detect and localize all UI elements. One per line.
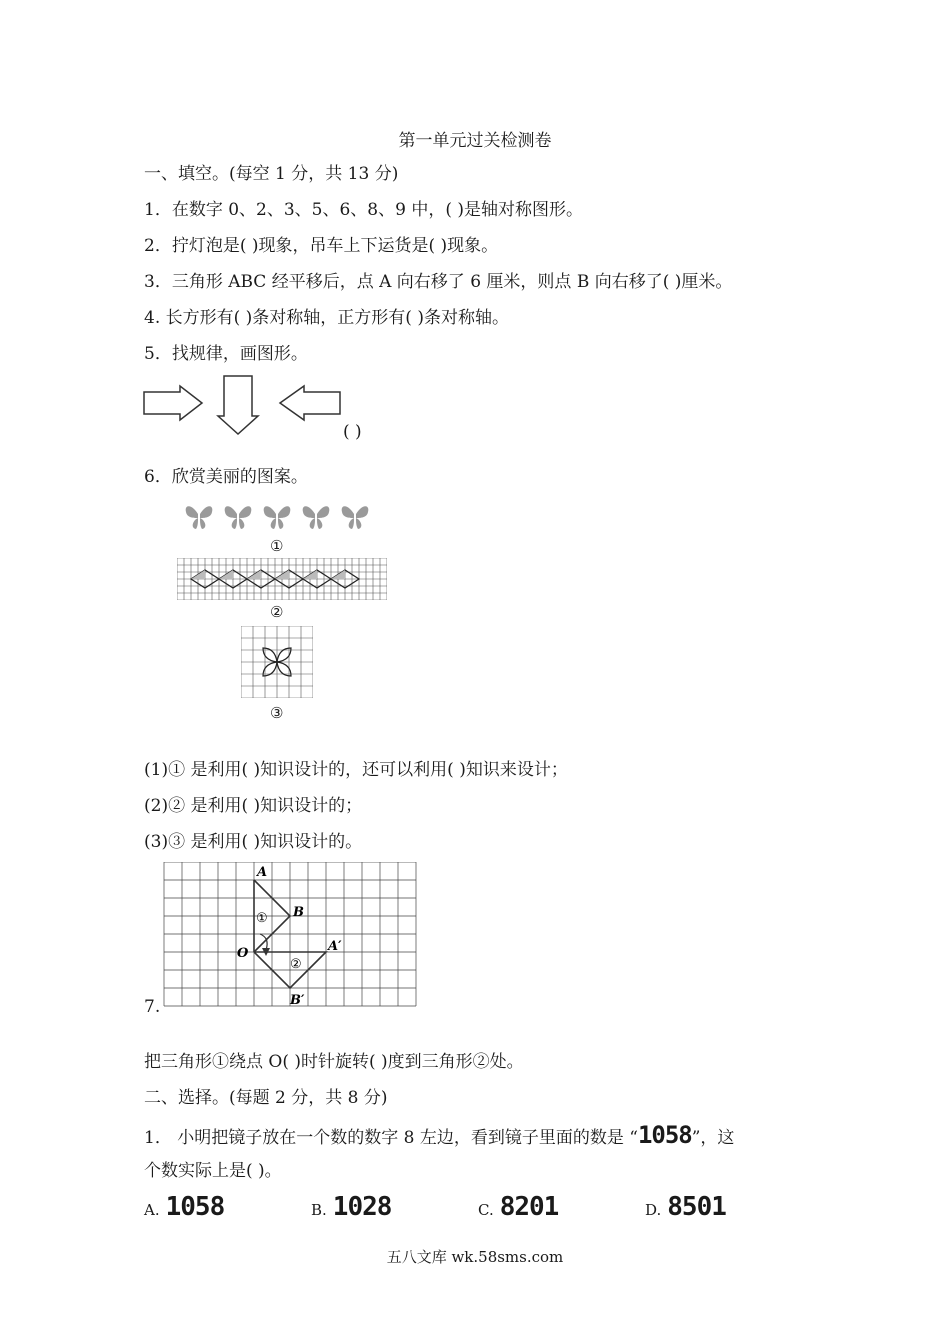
butterfly-icon [225, 506, 252, 529]
figure-label-1: ① [270, 537, 284, 555]
butterfly-icon [186, 506, 213, 529]
butterfly-row-figure [180, 500, 380, 536]
option-b[interactable] [311, 1192, 391, 1222]
point-label-o: O [237, 946, 249, 961]
question-6-sub2: (2)② 是利用( )知识设计的； [144, 796, 363, 816]
option-a-label: A. [144, 1201, 160, 1219]
question-4: 4. 长方形有( )条对称轴，正方形有( )条对称轴。 [144, 308, 509, 328]
butterfly-icon [303, 506, 330, 529]
question-6-sub1: (1)① 是利用( )知识设计的，还可以利用( )知识来设计； [144, 760, 568, 780]
mirror-number: 1058 [637, 1121, 692, 1149]
choice-question-1-line2: 个数实际上是( )。 [144, 1161, 282, 1181]
section1-heading: 一、填空。(每空 1 分，共 13 分) [144, 164, 399, 184]
diamond-strip-figure [177, 558, 387, 600]
option-c-label: C. [478, 1201, 494, 1219]
rotation-grid-figure [162, 862, 422, 1012]
option-d[interactable] [645, 1192, 726, 1222]
choice-question-1-line1 [144, 1121, 735, 1149]
option-b-label: B. [311, 1201, 327, 1219]
question-2: 2．拧灯泡是( )现象，吊车上下运货是( )现象。 [144, 236, 499, 256]
question-6-sub3: (3)③ 是利用( )知识设计的。 [144, 832, 363, 852]
page-title: 第一单元过关检测卷 [398, 131, 552, 151]
option-a-value: 1058 [165, 1192, 225, 1222]
question-5: 5．找规律，画图形。 [144, 344, 308, 364]
left-arrow-shape [280, 386, 340, 420]
question-3: 3．三角形 ABC 经平移后，点 A 向右移了 6 厘米，则点 B 向右移了( )厘米。 [144, 272, 733, 292]
option-d-label: D. [645, 1201, 662, 1219]
choice-question-1-end: ”，这 [691, 1128, 735, 1148]
section2-heading: 二、选择。(每题 2 分，共 8 分) [144, 1088, 388, 1108]
option-c[interactable] [478, 1192, 558, 1222]
triangle-2-label: ② [290, 957, 302, 972]
question-6: 6．欣赏美丽的图案。 [144, 467, 308, 487]
option-d-value: 8501 [667, 1192, 726, 1222]
point-label-b: B [293, 905, 304, 920]
option-a[interactable] [144, 1192, 224, 1222]
option-b-value: 1028 [332, 1192, 392, 1222]
option-c-value: 8201 [499, 1192, 559, 1222]
triangle-1-label: ① [256, 911, 268, 926]
butterfly-icon [342, 506, 369, 529]
choice-question-1-text: 1． 小明把镜子放在一个数的数字 8 左边，看到镜子里面的数是 “ [144, 1128, 638, 1148]
question-7: 把三角形①绕点 O( )时针旋转( )度到三角形②处。 [144, 1052, 524, 1072]
arrow-pattern-figure [140, 372, 350, 442]
right-arrow-shape [144, 386, 202, 420]
figure-label-3: ③ [270, 704, 284, 722]
butterfly-icon [264, 506, 291, 529]
point-label-a: A [257, 865, 268, 880]
down-arrow-shape [218, 376, 258, 434]
question-1: 1．在数字 0、2、3、5、6、8、9 中，( )是轴对称图形。 [144, 200, 584, 220]
point-label-a-prime: A′ [328, 939, 342, 954]
point-label-b-prime: B′ [290, 993, 305, 1008]
question-7-number: 7. [144, 997, 161, 1017]
question-5-answer[interactable]: ( ) [343, 422, 362, 442]
flower-grid-figure [241, 626, 313, 698]
footer-watermark: 五八文库 wk.58sms.com [386, 1248, 564, 1266]
figure-label-2: ② [270, 603, 284, 621]
